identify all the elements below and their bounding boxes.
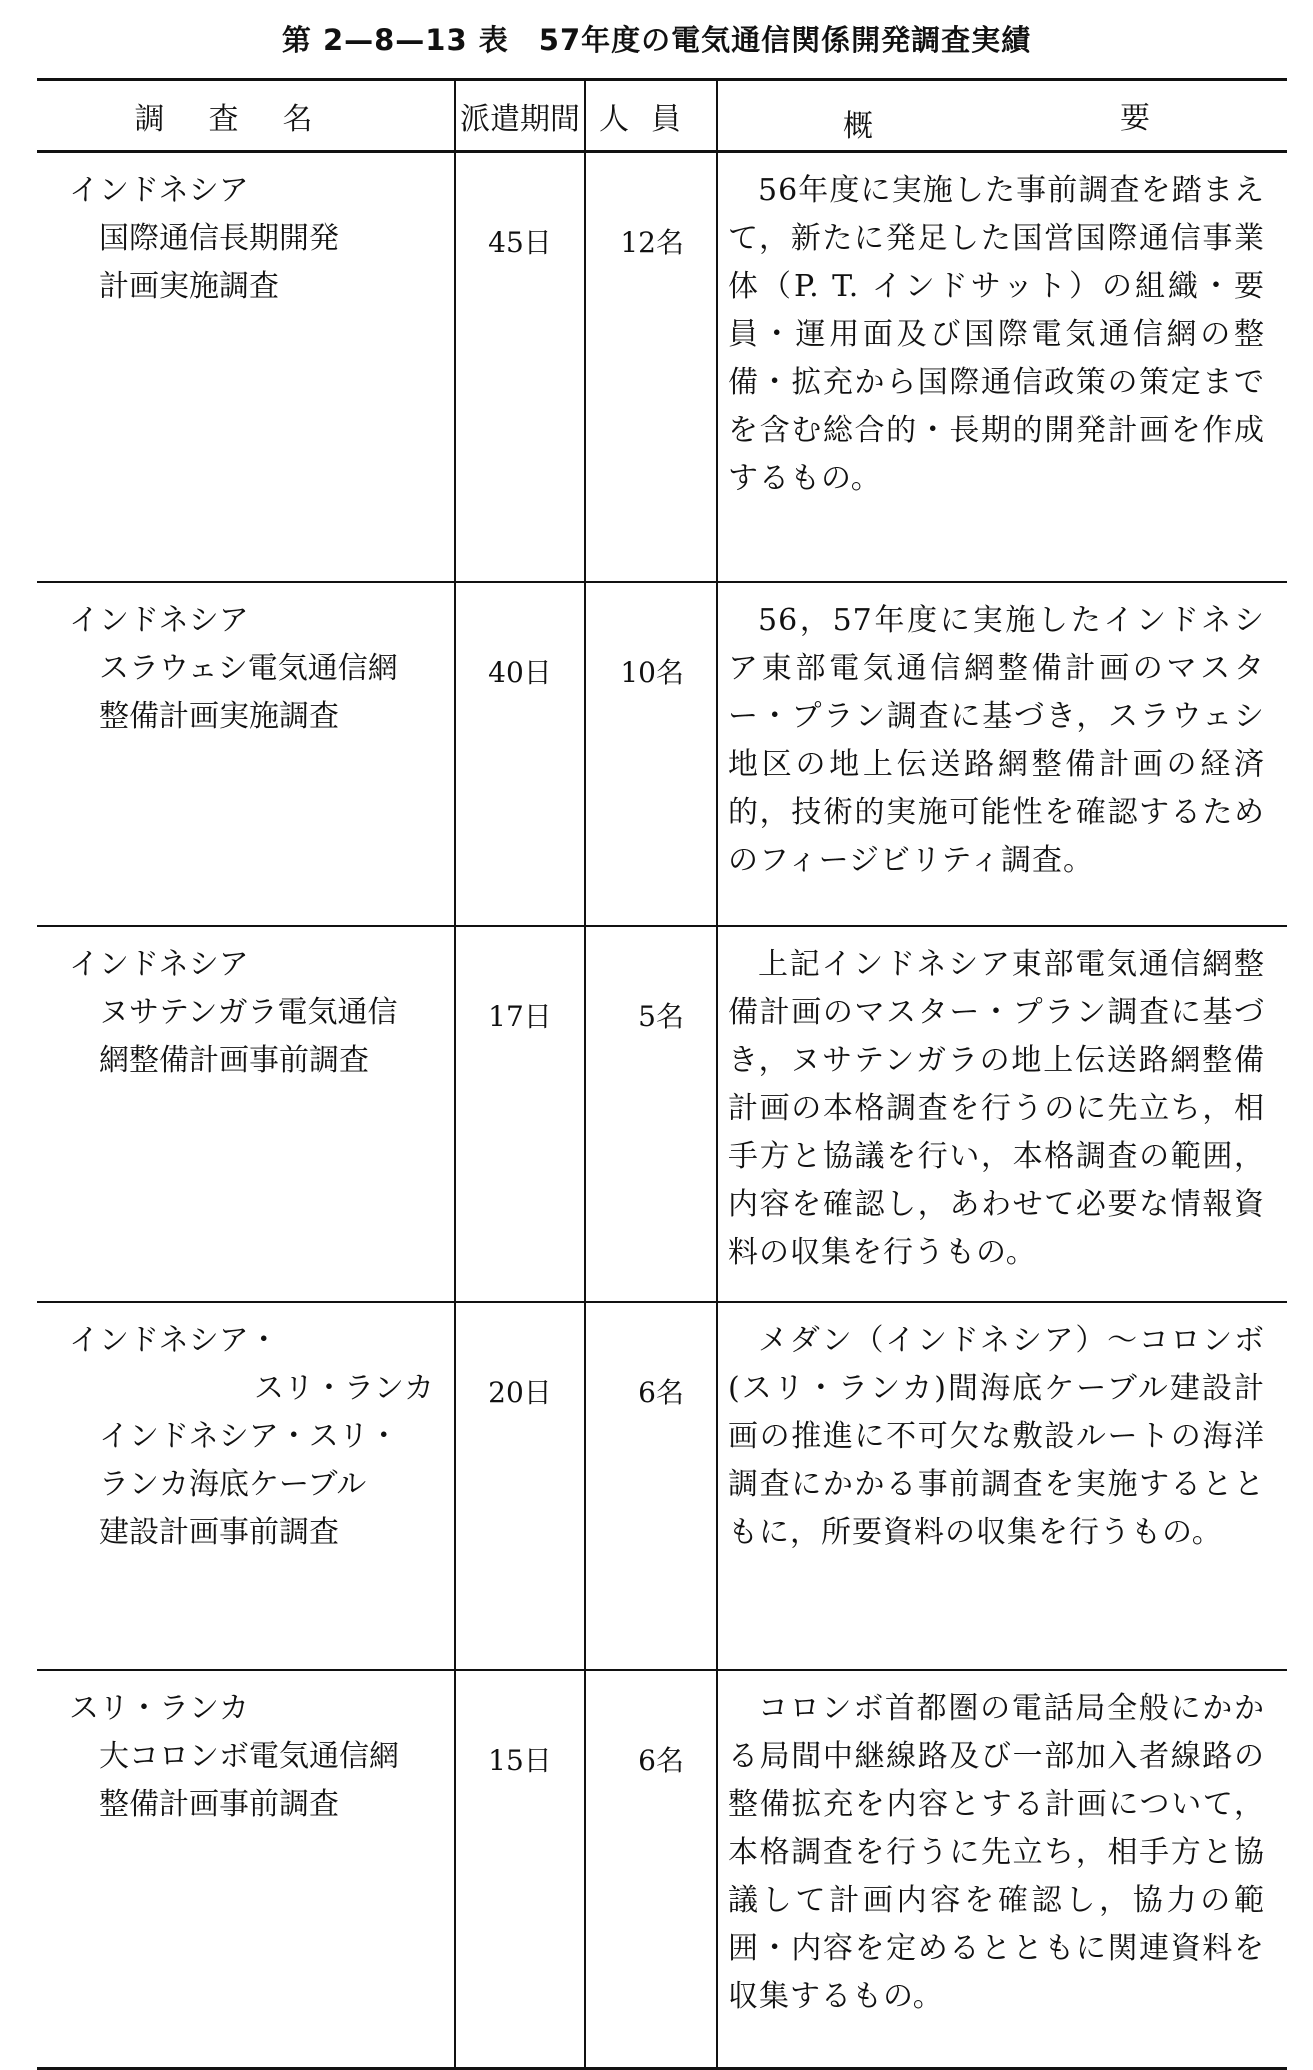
summary-text: 上記インドネシア東部電気通信網整備計画のマスター・プラン調査に基づき，ヌサテンガラの地上伝送路網整備計画の本格調査を行うのに先立ち，相手方と協議を行い，本格調査の範囲，内容を確認し，あわせて必要な情報資料の収集を行うもの。 bbox=[728, 947, 1265, 1270]
survey-country: スリ・ランカ bbox=[69, 1691, 249, 1726]
dispatch-period-cell: 20日 bbox=[455, 1302, 585, 1670]
personnel-cell: 6名 bbox=[585, 1670, 717, 2069]
header-summary-char-2: 要 bbox=[1120, 101, 1150, 136]
survey-name-line: ヌサテンガラ電気通信 bbox=[99, 995, 398, 1030]
survey-name-line: 整備計画事前調査 bbox=[99, 1787, 339, 1822]
personnel-cell: 6名 bbox=[585, 1302, 717, 1670]
summary-cell bbox=[717, 1670, 1287, 2069]
summary-text: 56，57年度に実施したインドネシア東部電気通信網整備計画のマスター・プラン調査に基づき，スラウェシ地区の地上伝送路網整備計画の経済的，技術的実施可能性を確認するためのフィージビリティ調査。 bbox=[728, 603, 1265, 878]
personnel-cell: 10名 bbox=[585, 582, 717, 926]
summary-cell bbox=[717, 152, 1287, 583]
table-row bbox=[37, 582, 1287, 926]
personnel-cell: 12名 bbox=[585, 152, 717, 583]
summary-text: コロンボ首都圏の電話局全般にかかる局間中継線路及び一部加入者線路の整備拡充を内容とする計画について，本格調査を行うに先立ち，相手方と協議して計画内容を確認し，協力の範囲・内容を定めるとともに関連資料を収集するもの。 bbox=[728, 1691, 1265, 2014]
dispatch-period-cell: 45日 bbox=[455, 152, 585, 583]
summary-cell bbox=[717, 582, 1287, 926]
header-personnel: 人員 bbox=[585, 80, 717, 152]
table-row bbox=[37, 1670, 1287, 2069]
survey-country: スリ・ランカ bbox=[254, 1371, 434, 1406]
table-title: 第 2—8—13 表 57年度の電気通信関係開発調査実績 bbox=[281, 23, 1032, 57]
summary-cell bbox=[717, 1302, 1287, 1670]
survey-country: インドネシア bbox=[69, 947, 249, 982]
table-row bbox=[37, 1302, 1287, 1670]
summary-text: 56年度に実施した事前調査を踏まえて，新たに発足した国営国際通信事業体（P. T. インドサット）の組織・要員・運用面及び国際電気通信網の整備・拡充から国際通信政策の策定までを含む総合的・長期的開発計画を作成するもの。 bbox=[728, 173, 1265, 496]
survey-name-cell bbox=[37, 926, 455, 1302]
table-row bbox=[37, 152, 1287, 583]
dispatch-period-cell: 17日 bbox=[455, 926, 585, 1302]
survey-name-line: インドネシア・スリ・ bbox=[99, 1419, 399, 1454]
survey-name-line: 大コロンボ電気通信網 bbox=[99, 1739, 399, 1774]
header-survey-name: 調査名 bbox=[37, 80, 455, 152]
survey-country: インドネシア bbox=[69, 603, 249, 638]
survey-name-cell bbox=[37, 152, 455, 583]
survey-name-line: スラウェシ電気通信網 bbox=[99, 651, 398, 686]
survey-name-line: 網整備計画事前調査 bbox=[99, 1043, 369, 1078]
table-row bbox=[37, 926, 1287, 1302]
personnel-cell: 5名 bbox=[585, 926, 717, 1302]
survey-name-cell bbox=[37, 1302, 455, 1670]
survey-name-line: 国際通信長期開発 bbox=[99, 221, 339, 256]
survey-name-cell bbox=[37, 582, 455, 926]
survey-name-line: ランカ海底ケーブル bbox=[99, 1467, 367, 1502]
summary-cell bbox=[717, 926, 1287, 1302]
summary-text: メダン（インドネシア）～コロンボ(スリ・ランカ)間海底ケーブル建設計画の推進に不可欠な敷設ルートの海洋調査にかかる事前調査を実施するとともに，所要資料の収集を行うもの。 bbox=[728, 1323, 1265, 1550]
survey-name-line: 建設計画事前調査 bbox=[99, 1515, 339, 1550]
survey-country: インドネシア・ bbox=[69, 1323, 279, 1358]
header-dispatch-period: 派遣期間 bbox=[455, 80, 585, 152]
header-summary-char-1: 概 bbox=[843, 109, 873, 144]
survey-country: インドネシア bbox=[69, 173, 249, 208]
survey-results-table bbox=[37, 78, 1287, 2070]
survey-name-line: 計画実施調査 bbox=[99, 269, 279, 304]
survey-name-line: 整備計画実施調査 bbox=[99, 699, 339, 734]
dispatch-period-cell: 40日 bbox=[455, 582, 585, 926]
header-summary bbox=[717, 80, 1287, 152]
dispatch-period-cell: 15日 bbox=[455, 1670, 585, 2069]
survey-name-cell bbox=[37, 1670, 455, 2069]
table-header-row bbox=[37, 80, 1287, 152]
